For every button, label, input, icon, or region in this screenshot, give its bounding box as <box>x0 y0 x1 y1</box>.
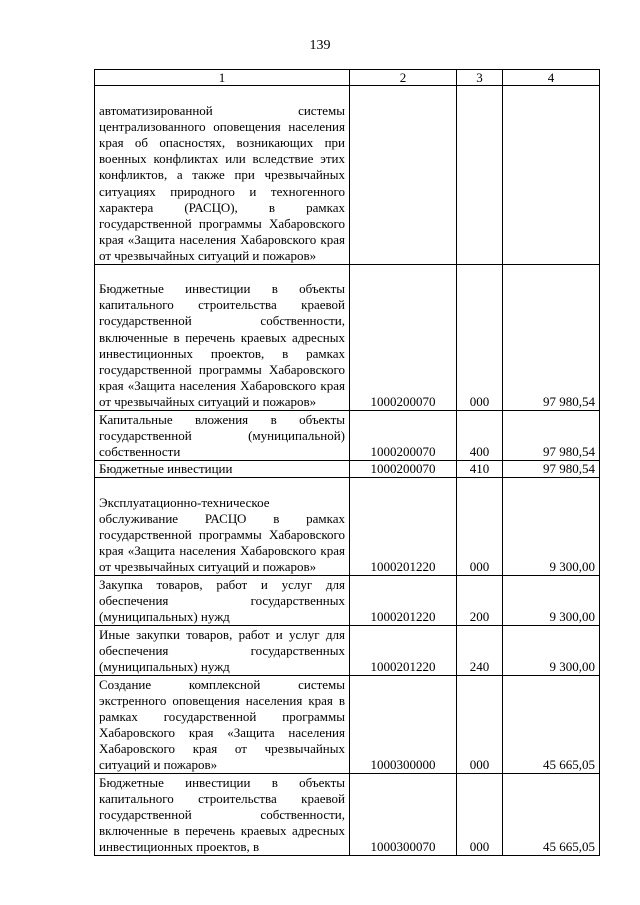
row-description: автоматизированной системы централизованного оповещения населения края об опасностях, возникающих при военных конфликтах или вследствие этих конфликтов, а также при чрезвычайных ситуациях природного и техногенного характера (РАСЦО), в рамках государственной программы Хабаровского края «Защита населения Хабаровского края от чрезвычайных ситуаций и пожаров» <box>95 86 350 265</box>
row-target-code: 1000200070 <box>350 265 457 411</box>
row-expense-type: 240 <box>457 626 503 676</box>
column-header-2: 2 <box>350 70 457 86</box>
table-header-row <box>95 70 600 86</box>
row-amount: 9 300,00 <box>503 576 600 626</box>
row-description: Закупка товаров, работ и услуг для обеспечения государственных (муниципальных) нужд <box>95 576 350 626</box>
row-amount: 97 980,54 <box>503 461 600 478</box>
row-description: Бюджетные инвестиции в объекты капитального строительства краевой государственной собственности, включенные в перечень краевых адресных инвестиционных проектов, в рамках государственной программы Хабаровского края «Защита населения Хабаровского края от чрезвычайных ситуаций и пожаров» <box>95 265 350 411</box>
table-row <box>95 411 600 461</box>
table-row <box>95 86 600 265</box>
row-expense-type: 410 <box>457 461 503 478</box>
column-header-1: 1 <box>95 70 350 86</box>
table-row <box>95 265 600 411</box>
table-row <box>95 626 600 676</box>
table-row <box>95 676 600 774</box>
row-target-code: 1000200070 <box>350 411 457 461</box>
row-amount: 97 980,54 <box>503 265 600 411</box>
row-amount: 45 665,05 <box>503 676 600 774</box>
row-description: Бюджетные инвестиции <box>95 461 350 478</box>
row-target-code: 1000201220 <box>350 626 457 676</box>
table-row <box>95 774 600 856</box>
row-target-code <box>350 86 457 265</box>
row-target-code: 1000300070 <box>350 774 457 856</box>
column-header-3: 3 <box>457 70 503 86</box>
table-row <box>95 478 600 576</box>
row-target-code: 1000201220 <box>350 576 457 626</box>
row-amount: 9 300,00 <box>503 478 600 576</box>
row-expense-type: 000 <box>457 265 503 411</box>
budget-table <box>94 69 600 856</box>
row-description: Капитальные вложения в объекты государственной (муниципальной) собственности <box>95 411 350 461</box>
table-row <box>95 461 600 478</box>
page-number: 139 <box>309 38 331 53</box>
row-target-code: 1000200070 <box>350 461 457 478</box>
row-amount: 97 980,54 <box>503 411 600 461</box>
row-amount: 9 300,00 <box>503 626 600 676</box>
row-description: Иные закупки товаров, работ и услуг для обеспечения государственных (муниципальных) нужд <box>95 626 350 676</box>
row-amount <box>503 86 600 265</box>
row-expense-type: 200 <box>457 576 503 626</box>
row-amount: 45 665,05 <box>503 774 600 856</box>
row-expense-type: 000 <box>457 774 503 856</box>
row-description: Бюджетные инвестиции в объекты капитального строительства краевой государственной собственности, включенные в перечень краевых адресных инвестиционных проектов, в <box>95 774 350 856</box>
row-expense-type <box>457 86 503 265</box>
row-expense-type: 000 <box>457 676 503 774</box>
row-description: Эксплуатационно-техническое обслуживание РАСЦО в рамках государственной программы Хабаровского края «Защита населения Хабаровского края от чрезвычайных ситуаций и пожаров» <box>95 478 350 576</box>
table-row <box>95 576 600 626</box>
row-description: Создание комплексной системы экстренного оповещения населения края в рамках государственной программы Хабаровского края «Защита населения Хабаровского края от чрезвычайных ситуаций и пожаров» <box>95 676 350 774</box>
column-header-4: 4 <box>503 70 600 86</box>
row-target-code: 1000300000 <box>350 676 457 774</box>
row-expense-type: 400 <box>457 411 503 461</box>
row-target-code: 1000201220 <box>350 478 457 576</box>
row-expense-type: 000 <box>457 478 503 576</box>
